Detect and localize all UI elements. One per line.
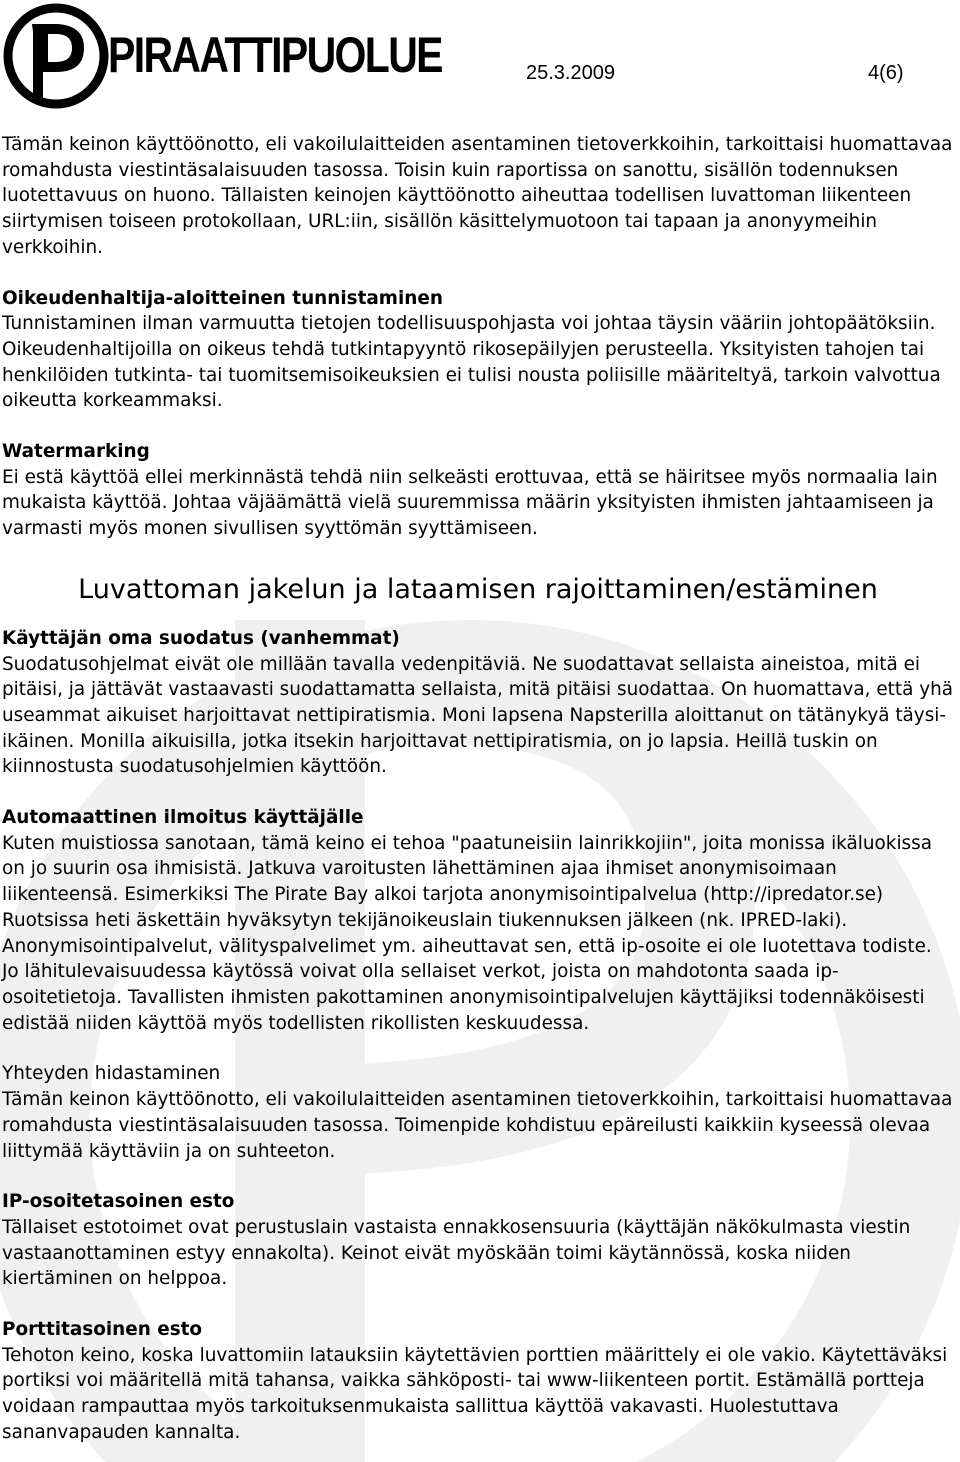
page-number: 4(6): [868, 62, 904, 84]
document-date: 25.3.2009: [526, 62, 615, 84]
section-connection-throttling: [2, 1061, 954, 1164]
section-heading: Automaattinen ilmoitus käyttäjälle: [2, 807, 364, 829]
section-heading: Yhteyden hidastaminen: [2, 1063, 221, 1085]
section-body: Kuten muistiossa sanotaan, tämä keino ei tehoa "paatuneisiin lainrikkojiin", joita monissa ikäluokissa on jo suurin osa ihmisistä. Jatkuva varoitusten lähettäminen ajaa ihmiset anonymisoimaan liikenteensä. Esimerkiksi The Pirate Bay alkoi tarjota anonymisointipalvelua (http://ipredator.se) Ruotsissa heti äskettäin hyväksytyn tekijänoikeuslain tiukennuksen jälkeen (nk. IPRED-laki). Anonymisointipalvelut, välityspalvelimet ym. aiheuttavat sen, että ip-osoite ei ole luotettava todiste. Jo lähitulevaisuudessa käytössä voivat olla sellaiset verkot, joista on mahdotonta saada ip-osoitetietoja. Tavallisten ihmisten pakottaminen anonymisointipalvelujen käyttäjiksi todennäköisesti edistää niiden käyttöä myös todellisten rikollisten keskuudessa.: [2, 832, 932, 1034]
intro-paragraph: Tämän keinon käyttöönotto, eli vakoilulaitteiden asentaminen tietoverkkoihin, tarkoittaisi huomattavaa romahdusta viestintäsalaisuuden tasossa. Toisin kuin raportissa on sanottu, sisällön todennuksen luotettavuus on huono. Tällaisten keinojen käyttöönotto aiheuttaa todellisen luvattoman liikenteen siirtymisen toiseen protokollaan, URL:iin, sisällön käsittelymuotoon tai tapaan ja anonyymeihin verkkoihin.: [2, 134, 953, 258]
section-heading: Porttitasoinen esto: [2, 1319, 203, 1341]
section-port-blocking: [2, 1317, 954, 1446]
section-watermarking: [2, 439, 954, 542]
section-body: Tunnistaminen ilman varmuutta tietojen todellisuuspohjasta voi johtaa täysin vääriin johtopäätöksiin. Oikeudenhaltijoilla on oikeus tehdä tutkintapyyntö rikosepäilyjen perusteella. Yksityisten tahojen tai henkilöiden tutkinta- tai tuomitsemisoikeuksien ei tulisi nousta poliisille määriteltyä, tarkoin valvottua oikeutta korkeammaksi.: [2, 313, 941, 412]
section-body: Ei estä käyttöä ellei merkinnästä tehdä niin selkeästi erottuvaa, että se häiritsee myös normaalia lain mukaista käyttöä. Johtaa väjäämättä vielä suuremmissa määrin yksityisten ihmisten jahtaamiseen ja varmasti myös monen sivullisen syyttömän syyttämiseen.: [2, 466, 938, 540]
section-body: Suodatusohjelmat eivät ole millään tavalla vedenpitäviä. Ne suodattavat sellaista aineistoa, mitä ei pitäisi, ja jättävät vastaavasti suodattamatta sellaista, mitä pitäisi suodattaa. On huomattava, että yhä useammat aikuiset harjoittavat nettipiratismia. Moni lapsena Napsterilla aloittanut on tätänykyä täysi-ikäinen. Monilla aikuisilla, jotka itsekin harjoittavat nettipiratismia, on jo lapsia. Heillä tuskin on kiinnostusta suodatusohjelmien käyttöön.: [2, 653, 954, 778]
main-heading: Luvattoman jakelun ja lataamisen rajoittaminen/estäminen: [78, 573, 878, 605]
section-ip-blocking: [2, 1189, 954, 1292]
section-heading: Oikeudenhaltija-aloitteinen tunnistaminen: [2, 287, 443, 309]
section-automatic-notification: [2, 805, 954, 1036]
section-body: Tämän keinon käyttöönotto, eli vakoilulaitteiden asentaminen tietoverkkoihin, tarkoittaisi huomattavaa romahdusta viestintäsalaisuuden tasossa. Toimenpide kohdistuu epäreilusti kaikkiin kyseessä olevaa liittymää käyttäviin ja on suhteeton.: [2, 1089, 953, 1162]
page-header: [0, 0, 960, 120]
section-heading: Käyttäjän oma suodatus (vanhemmat): [2, 627, 400, 649]
section-body: Tehoton keino, koska luvattomiin latauksiin käytettävien porttien määrittely ei ole vakio. Käytettäväksi portiksi voi määritellä mitä tahansa, vaikka sähköposti- tai www-liikenteen portit. Estämällä portteja voidaan rampauttaa myös tarkoituksenmukaista sallittua käyttöä vakavasti. Huolestuttava sananvapauden kannalta.: [2, 1344, 948, 1443]
section-body: Tällaiset estotoimet ovat perustuslain vastaista ennakkosensuuria (käyttäjän näkökulmasta viestin vastaanottaminen estyy ennakolta). Keinot eivät myöskään toimi käytännössä, koska niiden kiertäminen on helppoa.: [2, 1216, 911, 1290]
section-user-filtering: [2, 626, 954, 780]
section-rightholder-identification: [2, 286, 954, 415]
section-heading: IP-osoitetasoinen esto: [2, 1191, 235, 1213]
section-heading: Watermarking: [2, 441, 150, 463]
document-body: [2, 132, 954, 1446]
pirate-party-logo-icon: [2, 2, 110, 110]
logo-wordmark: PIRAATTIPUOLUE: [108, 27, 442, 83]
